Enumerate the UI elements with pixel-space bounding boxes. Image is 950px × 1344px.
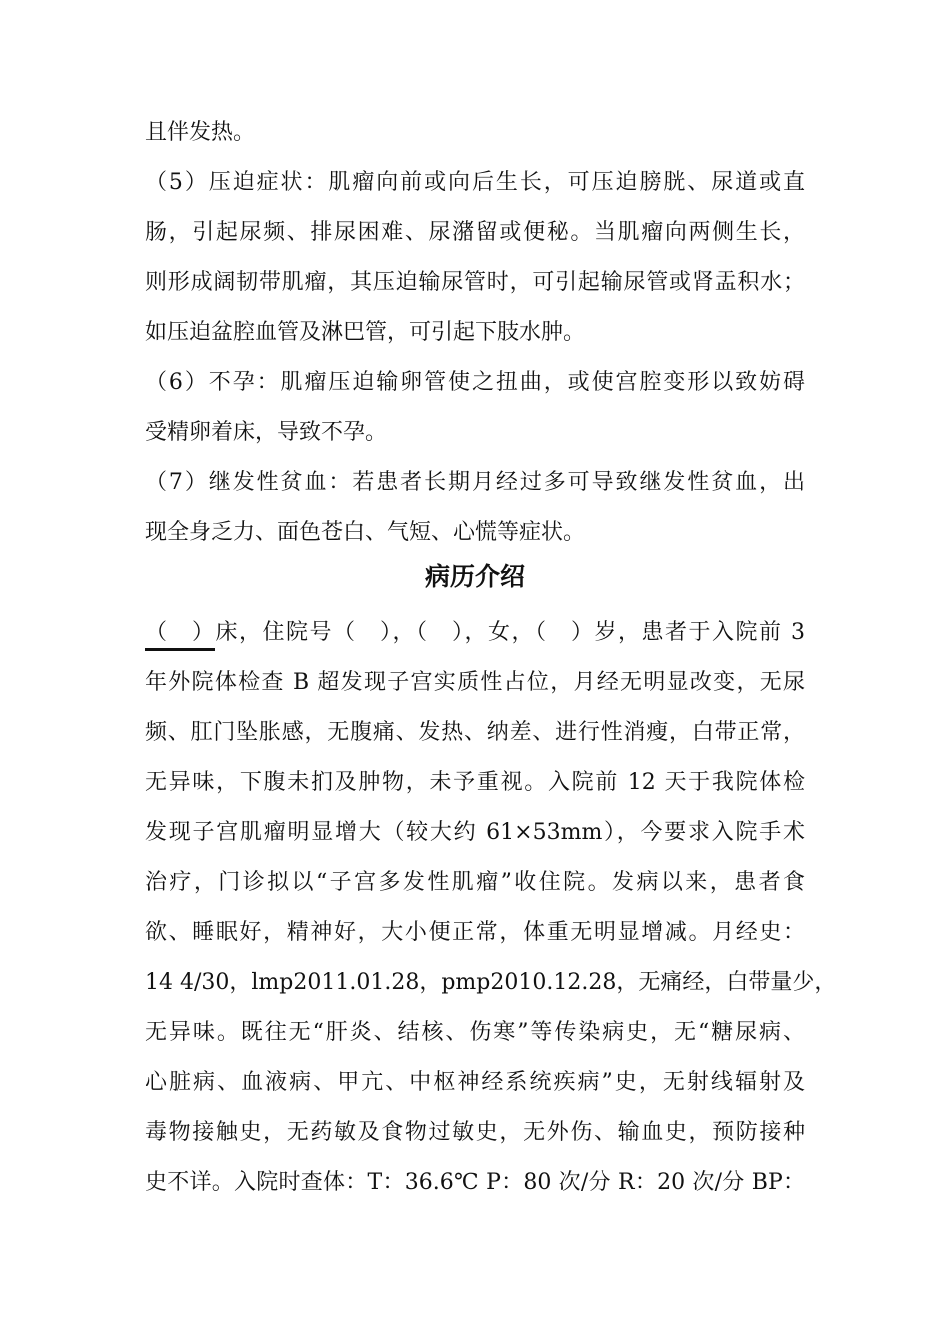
paragraph-line: 治疗，门诊拟以“子宫多发性肌瘤”收住院。发病以来，患者食 <box>145 870 805 895</box>
paragraph-line: 无异味。既往无“肝炎、结核、伤寒”等传染病史，无“糖尿病、 <box>145 1020 805 1045</box>
paragraph-line: 发现子宫肌瘤明显增大（较大约 61×53mm），今要求入院手术 <box>145 820 805 845</box>
paragraph-line: 现全身乏力、面色苍白、气短、心慌等症状。 <box>145 520 586 545</box>
paragraph-line: （ ）床，住院号（ ），（ ），女，（ ）岁，患者于入院前 3 <box>145 620 805 645</box>
section-title: 病历介绍 <box>424 562 525 591</box>
paragraph-line: 如压迫盆腔血管及淋巴管，可引起下肢水肿。 <box>145 320 586 345</box>
paragraph-line: 欲、睡眠好，精神好，大小便正常，体重无明显增减。月经史： <box>145 920 805 945</box>
paragraph-line: （5）压迫症状：肌瘤向前或向后生长，可压迫膀胱、尿道或直 <box>145 170 805 195</box>
paragraph-line: （7）继发性贫血：若患者长期月经过多可导致继发性贫血，出 <box>145 470 805 495</box>
paragraph-line: （6）不孕：肌瘤压迫输卵管使之扭曲，或使宫腔变形以致妨碍 <box>145 370 805 395</box>
paragraph-line: 年外院体检查 B 超发现子宫实质性占位，月经无明显改变，无尿 <box>145 670 805 695</box>
paragraph-line: 受精卵着床，导致不孕。 <box>145 420 388 445</box>
paragraph-line: 频、肛门坠胀感，无腹痛、发热、纳差、进行性消瘦，白带正常， <box>145 720 805 745</box>
paragraph-line: 14 4/30，lmp2011.01.28，pmp2010.12.28，无痛经，白带量少， <box>145 970 837 995</box>
paragraph-line: 则形成阔韧带肌瘤，其压迫输尿管时，可引起输尿管或肾盂积水； <box>145 270 805 295</box>
paragraph-line: 史不详。入院时查体：T：36.6℃ P：80 次/分 R：20 次/分 BP： <box>145 1170 805 1195</box>
paragraph-line: 毒物接触史，无药敏及食物过敏史，无外伤、输血史，预防接种 <box>145 1120 805 1145</box>
paragraph-line: 且伴发热。 <box>145 120 256 145</box>
bed-number-underline <box>145 648 215 651</box>
paragraph-line: 肠，引起尿频、排尿困难、尿潴留或便秘。当肌瘤向两侧生长， <box>145 220 805 245</box>
paragraph-line: 无异味，下腹未扪及肿物，未予重视。入院前 12 天于我院体检 <box>145 770 805 795</box>
paragraph-line: 心脏病、血液病、甲亢、中枢神经系统疾病”史，无射线辐射及 <box>145 1070 805 1095</box>
